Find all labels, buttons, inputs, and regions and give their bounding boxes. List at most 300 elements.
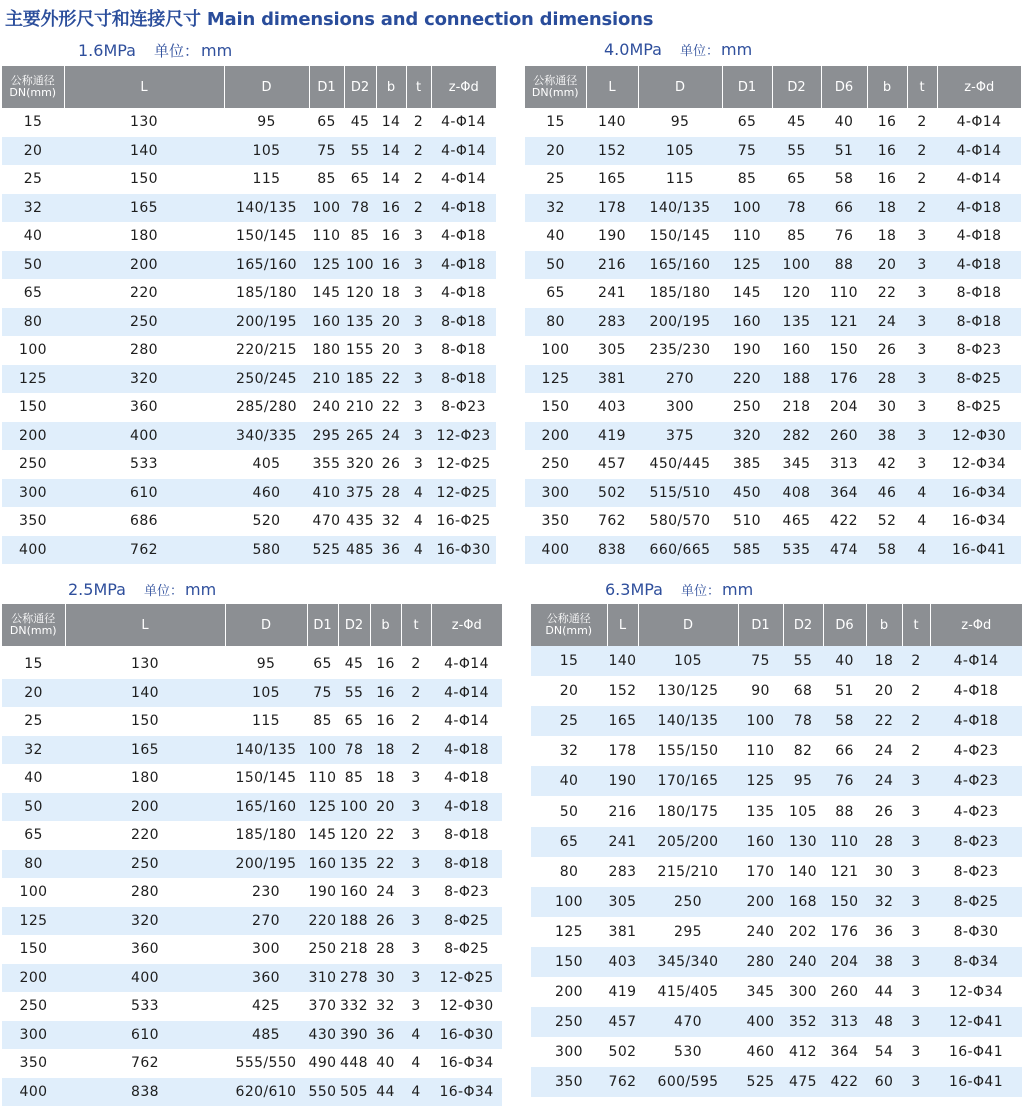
table-cell: 105 bbox=[224, 137, 309, 166]
cell-dn: 25 bbox=[531, 706, 607, 736]
pressure-label: 2.5MPa bbox=[68, 580, 126, 599]
table-cell: 78 bbox=[783, 706, 823, 736]
table-cell: 4 bbox=[907, 479, 937, 508]
cell-dn: 80 bbox=[531, 857, 607, 887]
table-cell: 360 bbox=[225, 964, 307, 993]
header-col: D bbox=[225, 604, 307, 646]
table-cell: 12-Φ41 bbox=[930, 1007, 1022, 1037]
table-cell: 75 bbox=[722, 137, 772, 166]
table-cell: 78 bbox=[338, 736, 370, 765]
header-col: z-Φd bbox=[937, 66, 1021, 108]
table-cell: 3 bbox=[902, 827, 930, 857]
cell-dn: 65 bbox=[525, 279, 586, 308]
table-cell: 180 bbox=[64, 222, 224, 251]
table-cell: 8-Φ25 bbox=[937, 365, 1021, 394]
cell-dn: 125 bbox=[2, 365, 64, 394]
table-cell: 400 bbox=[738, 1007, 783, 1037]
table-row bbox=[525, 536, 1021, 565]
table-cell: 310 bbox=[307, 964, 338, 993]
table-cell: 105 bbox=[225, 679, 307, 708]
table-cell: 3 bbox=[406, 251, 431, 280]
table-cell: 4 bbox=[406, 507, 431, 536]
table-cell: 4-Φ14 bbox=[431, 108, 496, 137]
table-cell: 204 bbox=[823, 947, 866, 977]
cell-dn: 50 bbox=[525, 251, 586, 280]
table-cell: 16 bbox=[867, 137, 907, 166]
table-cell: 150 bbox=[65, 707, 225, 736]
table-cell: 375 bbox=[344, 479, 376, 508]
table-cell: 2 bbox=[902, 676, 930, 706]
table-row bbox=[2, 878, 502, 907]
table-cell: 8-Φ18 bbox=[431, 308, 496, 337]
table-cell: 150/145 bbox=[224, 222, 309, 251]
table-cell: 4-Φ18 bbox=[431, 222, 496, 251]
header-col: D bbox=[638, 66, 722, 108]
table-cell: 450/445 bbox=[638, 450, 722, 479]
header-col: L bbox=[64, 66, 224, 108]
page-title bbox=[5, 5, 653, 31]
table-row bbox=[525, 365, 1021, 394]
table-cell: 40 bbox=[821, 108, 867, 137]
table-cell: 474 bbox=[821, 536, 867, 565]
header-col: D6 bbox=[821, 66, 867, 108]
table-cell: 55 bbox=[772, 137, 821, 166]
table-cell: 12-Φ23 bbox=[431, 422, 496, 451]
table-cell: 16-Φ41 bbox=[930, 1037, 1022, 1067]
table-cell: 3 bbox=[406, 450, 431, 479]
header-col: D1 bbox=[722, 66, 772, 108]
table-cell: 502 bbox=[586, 479, 638, 508]
cell-dn: 250 bbox=[531, 1007, 607, 1037]
table-cell: 2 bbox=[406, 108, 431, 137]
header-dn bbox=[2, 604, 65, 646]
table-cell: 762 bbox=[65, 1049, 225, 1078]
table-cell: 76 bbox=[821, 222, 867, 251]
table-cell: 419 bbox=[586, 422, 638, 451]
table-row bbox=[525, 165, 1021, 194]
header-dn-cn: 公称通径 bbox=[531, 613, 607, 625]
table-cell: 170/165 bbox=[638, 766, 738, 796]
table-cell: 26 bbox=[867, 336, 907, 365]
table-cell: 4 bbox=[406, 479, 431, 508]
header-col: L bbox=[607, 604, 638, 646]
table-cell: 110 bbox=[722, 222, 772, 251]
table-cell: 250 bbox=[65, 850, 225, 879]
table-cell: 3 bbox=[401, 964, 431, 993]
table-cell: 140 bbox=[607, 646, 638, 676]
table-cell: 28 bbox=[376, 479, 406, 508]
table-cell: 22 bbox=[867, 279, 907, 308]
table-cell: 95 bbox=[225, 650, 307, 679]
table-cell: 20 bbox=[370, 793, 401, 822]
table-cell: 12-Φ25 bbox=[431, 964, 502, 993]
table-cell: 241 bbox=[607, 827, 638, 857]
table-cell: 36 bbox=[376, 536, 406, 565]
table-cell: 16 bbox=[376, 222, 406, 251]
table-cell: 185/180 bbox=[638, 279, 722, 308]
table-cell: 381 bbox=[607, 917, 638, 947]
table-cell: 8-Φ23 bbox=[431, 878, 502, 907]
table-cell: 4 bbox=[401, 1049, 431, 1078]
table-cell: 4-Φ14 bbox=[431, 650, 502, 679]
table-row bbox=[525, 393, 1021, 422]
cell-dn: 20 bbox=[525, 137, 586, 166]
table-cell: 3 bbox=[907, 222, 937, 251]
table-cell: 3 bbox=[902, 1067, 930, 1097]
cell-dn: 15 bbox=[2, 108, 64, 137]
table-cell: 38 bbox=[867, 422, 907, 451]
table-cell: 115 bbox=[224, 165, 309, 194]
table-cell: 65 bbox=[722, 108, 772, 137]
table-cell: 125 bbox=[309, 251, 344, 280]
table-cell: 16 bbox=[370, 650, 401, 679]
cell-dn: 32 bbox=[2, 736, 65, 765]
table-cell: 4-Φ18 bbox=[937, 251, 1021, 280]
header-col: D2 bbox=[783, 604, 823, 646]
table-cell: 4-Φ23 bbox=[930, 766, 1022, 796]
header-col: D bbox=[224, 66, 309, 108]
cell-dn: 150 bbox=[2, 393, 64, 422]
table-cell: 278 bbox=[338, 964, 370, 993]
table-cell: 32 bbox=[376, 507, 406, 536]
table-cell: 305 bbox=[586, 336, 638, 365]
table-cell: 3 bbox=[401, 850, 431, 879]
table-cell: 8-Φ30 bbox=[930, 917, 1022, 947]
table-cell: 3 bbox=[907, 393, 937, 422]
table-cell: 3 bbox=[902, 887, 930, 917]
cell-dn: 100 bbox=[525, 336, 586, 365]
unit-label: 单位： bbox=[144, 584, 183, 599]
table-row bbox=[531, 676, 1022, 706]
table-cell: 20 bbox=[376, 336, 406, 365]
table-cell: 58 bbox=[821, 165, 867, 194]
table-cell: 3 bbox=[406, 422, 431, 451]
table-cell: 4-Φ18 bbox=[431, 251, 496, 280]
table-cell: 8-Φ18 bbox=[937, 279, 1021, 308]
table-cell: 218 bbox=[338, 935, 370, 964]
table-cell: 4-Φ23 bbox=[930, 736, 1022, 766]
table-cell: 300 bbox=[783, 977, 823, 1007]
cell-dn: 250 bbox=[525, 450, 586, 479]
cell-dn: 20 bbox=[531, 676, 607, 706]
table-cell: 178 bbox=[607, 736, 638, 766]
table-cell: 3 bbox=[907, 279, 937, 308]
table-cell: 300 bbox=[225, 935, 307, 964]
table-cell: 150 bbox=[821, 336, 867, 365]
table-cell: 460 bbox=[224, 479, 309, 508]
table-cell: 55 bbox=[783, 646, 823, 676]
table-cell: 3 bbox=[406, 336, 431, 365]
table-row bbox=[531, 857, 1022, 887]
table-cell: 505 bbox=[338, 1078, 370, 1106]
table-cell: 3 bbox=[406, 279, 431, 308]
table-cell: 4 bbox=[907, 507, 937, 536]
caption-4-0mpa bbox=[604, 40, 752, 59]
table-cell: 400 bbox=[65, 964, 225, 993]
cell-dn: 25 bbox=[525, 165, 586, 194]
pressure-label: 4.0MPa bbox=[604, 40, 662, 59]
table-cell: 300 bbox=[638, 393, 722, 422]
table-cell: 3 bbox=[902, 796, 930, 826]
table-cell: 403 bbox=[607, 947, 638, 977]
table-cell: 4-Φ23 bbox=[930, 796, 1022, 826]
table-row bbox=[2, 279, 496, 308]
table-cell: 4-Φ14 bbox=[937, 165, 1021, 194]
table-cell: 60 bbox=[866, 1067, 902, 1097]
table-cell: 24 bbox=[866, 736, 902, 766]
table-row bbox=[531, 977, 1022, 1007]
table-cell: 3 bbox=[902, 977, 930, 1007]
table-cell: 2 bbox=[907, 194, 937, 223]
table-cell: 160 bbox=[738, 827, 783, 857]
table-cell: 52 bbox=[867, 507, 907, 536]
table-cell: 250 bbox=[638, 887, 738, 917]
table-cell: 235/230 bbox=[638, 336, 722, 365]
table-cell: 22 bbox=[370, 850, 401, 879]
table-row bbox=[531, 796, 1022, 826]
header-col: t bbox=[907, 66, 937, 108]
table-cell: 165 bbox=[64, 194, 224, 223]
table-cell: 16-Φ41 bbox=[937, 536, 1021, 565]
table-cell: 364 bbox=[823, 1037, 866, 1067]
table-cell: 45 bbox=[772, 108, 821, 137]
table-cell: 320 bbox=[722, 422, 772, 451]
header-dn-cn: 公称通径 bbox=[2, 75, 64, 87]
unit-value: mm bbox=[722, 580, 753, 599]
cell-dn: 300 bbox=[2, 479, 64, 508]
table-cell: 200/195 bbox=[225, 850, 307, 879]
table-cell: 12-Φ30 bbox=[937, 422, 1021, 451]
table-cell: 28 bbox=[866, 827, 902, 857]
caption-6-3mpa bbox=[605, 580, 753, 599]
cell-dn: 15 bbox=[2, 650, 65, 679]
table-cell: 370 bbox=[307, 992, 338, 1021]
table-cell: 240 bbox=[738, 917, 783, 947]
table-row bbox=[2, 935, 502, 964]
table-cell: 165 bbox=[607, 706, 638, 736]
table-cell: 40 bbox=[823, 646, 866, 676]
table-row bbox=[2, 393, 496, 422]
table-cell: 762 bbox=[586, 507, 638, 536]
unit-value: mm bbox=[721, 40, 752, 59]
header-col: t bbox=[401, 604, 431, 646]
header-col: L bbox=[586, 66, 638, 108]
table-cell: 660/665 bbox=[638, 536, 722, 565]
table-cell: 155/150 bbox=[638, 736, 738, 766]
table-row bbox=[531, 646, 1022, 676]
table-cell: 180 bbox=[65, 764, 225, 793]
table-cell: 150/145 bbox=[638, 222, 722, 251]
header-col: D2 bbox=[344, 66, 376, 108]
table-cell: 220 bbox=[64, 279, 224, 308]
table-cell: 88 bbox=[823, 796, 866, 826]
pressure-label: 1.6MPa bbox=[78, 41, 136, 60]
header-dn-en: DN(mm) bbox=[2, 625, 65, 637]
table-cell: 120 bbox=[772, 279, 821, 308]
table-cell: 200/195 bbox=[224, 308, 309, 337]
table-cell: 4-Φ14 bbox=[930, 646, 1022, 676]
table-cell: 485 bbox=[344, 536, 376, 565]
table-cell: 220 bbox=[65, 821, 225, 850]
table-cell: 525 bbox=[309, 536, 344, 565]
table-row bbox=[525, 222, 1021, 251]
table-cell: 352 bbox=[783, 1007, 823, 1037]
table-cell: 2 bbox=[907, 108, 937, 137]
table-row bbox=[2, 1049, 502, 1078]
cell-dn: 40 bbox=[525, 222, 586, 251]
table-cell: 16-Φ30 bbox=[431, 536, 496, 565]
table-cell: 12-Φ34 bbox=[937, 450, 1021, 479]
table-cell: 220 bbox=[307, 907, 338, 936]
cell-dn: 80 bbox=[2, 850, 65, 879]
table-cell: 44 bbox=[370, 1078, 401, 1106]
table-cell: 170 bbox=[738, 857, 783, 887]
cell-dn: 65 bbox=[531, 827, 607, 857]
table-cell: 190 bbox=[722, 336, 772, 365]
table-row bbox=[2, 365, 496, 394]
table-cell: 165/160 bbox=[224, 251, 309, 280]
table-row bbox=[531, 827, 1022, 857]
table-cell: 8-Φ25 bbox=[431, 907, 502, 936]
cell-dn: 100 bbox=[2, 878, 65, 907]
table-cell: 3 bbox=[406, 365, 431, 394]
table-row bbox=[525, 507, 1021, 536]
cell-dn: 50 bbox=[2, 251, 64, 280]
header-col: D2 bbox=[338, 604, 370, 646]
table-cell: 8-Φ23 bbox=[431, 393, 496, 422]
table-cell: 68 bbox=[783, 676, 823, 706]
table-cell: 345/340 bbox=[638, 947, 738, 977]
table-row bbox=[531, 1067, 1022, 1097]
table-cell: 4-Φ18 bbox=[431, 764, 502, 793]
table-cell: 220/215 bbox=[224, 336, 309, 365]
cell-dn: 200 bbox=[2, 964, 65, 993]
table-cell: 620/610 bbox=[225, 1078, 307, 1106]
table-cell: 8-Φ23 bbox=[930, 857, 1022, 887]
table-cell: 165 bbox=[586, 165, 638, 194]
table-cell: 422 bbox=[821, 507, 867, 536]
table-cell: 4-Φ14 bbox=[431, 707, 502, 736]
table-cell: 838 bbox=[65, 1078, 225, 1106]
table-cell: 4-Φ18 bbox=[937, 194, 1021, 223]
table-cell: 160 bbox=[307, 850, 338, 879]
table-cell: 75 bbox=[738, 646, 783, 676]
table-cell: 502 bbox=[607, 1037, 638, 1067]
table-cell: 240 bbox=[783, 947, 823, 977]
cell-dn: 20 bbox=[2, 137, 64, 166]
table-cell: 100 bbox=[772, 251, 821, 280]
header-dn-cn: 公称通径 bbox=[2, 613, 65, 625]
table-row bbox=[531, 706, 1022, 736]
table-cell: 2 bbox=[902, 736, 930, 766]
table-cell: 95 bbox=[638, 108, 722, 137]
table-cell: 165 bbox=[65, 736, 225, 765]
table-cell: 100 bbox=[722, 194, 772, 223]
table-row bbox=[531, 917, 1022, 947]
table-cell: 8-Φ25 bbox=[937, 393, 1021, 422]
table-cell: 2 bbox=[902, 646, 930, 676]
table-cell: 12-Φ34 bbox=[930, 977, 1022, 1007]
table-cell: 200 bbox=[64, 251, 224, 280]
cell-dn: 40 bbox=[2, 222, 64, 251]
table-cell: 220 bbox=[722, 365, 772, 394]
header-col: t bbox=[902, 604, 930, 646]
table-cell: 26 bbox=[866, 796, 902, 826]
table-cell: 190 bbox=[607, 766, 638, 796]
table-cell: 320 bbox=[65, 907, 225, 936]
table-cell: 76 bbox=[823, 766, 866, 796]
table-cell: 470 bbox=[309, 507, 344, 536]
table-row bbox=[2, 650, 502, 679]
cell-dn: 400 bbox=[2, 1078, 65, 1106]
table-cell: 250 bbox=[722, 393, 772, 422]
table-cell: 3 bbox=[907, 336, 937, 365]
table-row bbox=[531, 1037, 1022, 1067]
table-cell: 140/135 bbox=[224, 194, 309, 223]
cell-dn: 50 bbox=[531, 796, 607, 826]
table-cell: 16 bbox=[867, 108, 907, 137]
table-cell: 3 bbox=[401, 793, 431, 822]
cell-dn: 200 bbox=[2, 422, 64, 451]
table-cell: 686 bbox=[64, 507, 224, 536]
table-cell: 150 bbox=[823, 887, 866, 917]
table-cell: 525 bbox=[738, 1067, 783, 1097]
title-en: Main dimensions and connection dimensions bbox=[207, 9, 653, 30]
table-cell: 448 bbox=[338, 1049, 370, 1078]
table-cell: 75 bbox=[309, 137, 344, 166]
table-cell: 3 bbox=[902, 917, 930, 947]
table-cell: 38 bbox=[866, 947, 902, 977]
table-row bbox=[525, 279, 1021, 308]
cell-dn: 65 bbox=[2, 821, 65, 850]
table-cell: 160 bbox=[338, 878, 370, 907]
table-cell: 283 bbox=[607, 857, 638, 887]
table-cell: 16-Φ34 bbox=[937, 507, 1021, 536]
table-cell: 65 bbox=[309, 108, 344, 137]
cell-dn: 250 bbox=[2, 450, 64, 479]
table-cell: 24 bbox=[866, 766, 902, 796]
table-cell: 28 bbox=[867, 365, 907, 394]
table-cell: 12-Φ25 bbox=[431, 479, 496, 508]
table-cell: 110 bbox=[307, 764, 338, 793]
header-col: z-Φd bbox=[431, 604, 502, 646]
table-cell: 95 bbox=[783, 766, 823, 796]
table-cell: 2 bbox=[401, 707, 431, 736]
table-cell: 2 bbox=[401, 650, 431, 679]
table-row bbox=[525, 422, 1021, 451]
table-cell: 180/175 bbox=[638, 796, 738, 826]
table-cell: 580 bbox=[224, 536, 309, 565]
table-cell: 18 bbox=[866, 646, 902, 676]
table-cell: 435 bbox=[344, 507, 376, 536]
table-cell: 48 bbox=[866, 1007, 902, 1037]
header-col: b bbox=[866, 604, 902, 646]
table-cell: 320 bbox=[64, 365, 224, 394]
table-cell: 364 bbox=[821, 479, 867, 508]
table-cell: 8-Φ25 bbox=[930, 887, 1022, 917]
table-cell: 520 bbox=[224, 507, 309, 536]
table-cell: 280 bbox=[738, 947, 783, 977]
table-cell: 185/180 bbox=[224, 279, 309, 308]
table-row bbox=[525, 137, 1021, 166]
table-cell: 16-Φ41 bbox=[930, 1067, 1022, 1097]
table-cell: 610 bbox=[64, 479, 224, 508]
table-cell: 585 bbox=[722, 536, 772, 565]
table-cell: 82 bbox=[783, 736, 823, 766]
table-cell: 8-Φ18 bbox=[431, 365, 496, 394]
table-cell: 250 bbox=[64, 308, 224, 337]
table-cell: 412 bbox=[783, 1037, 823, 1067]
